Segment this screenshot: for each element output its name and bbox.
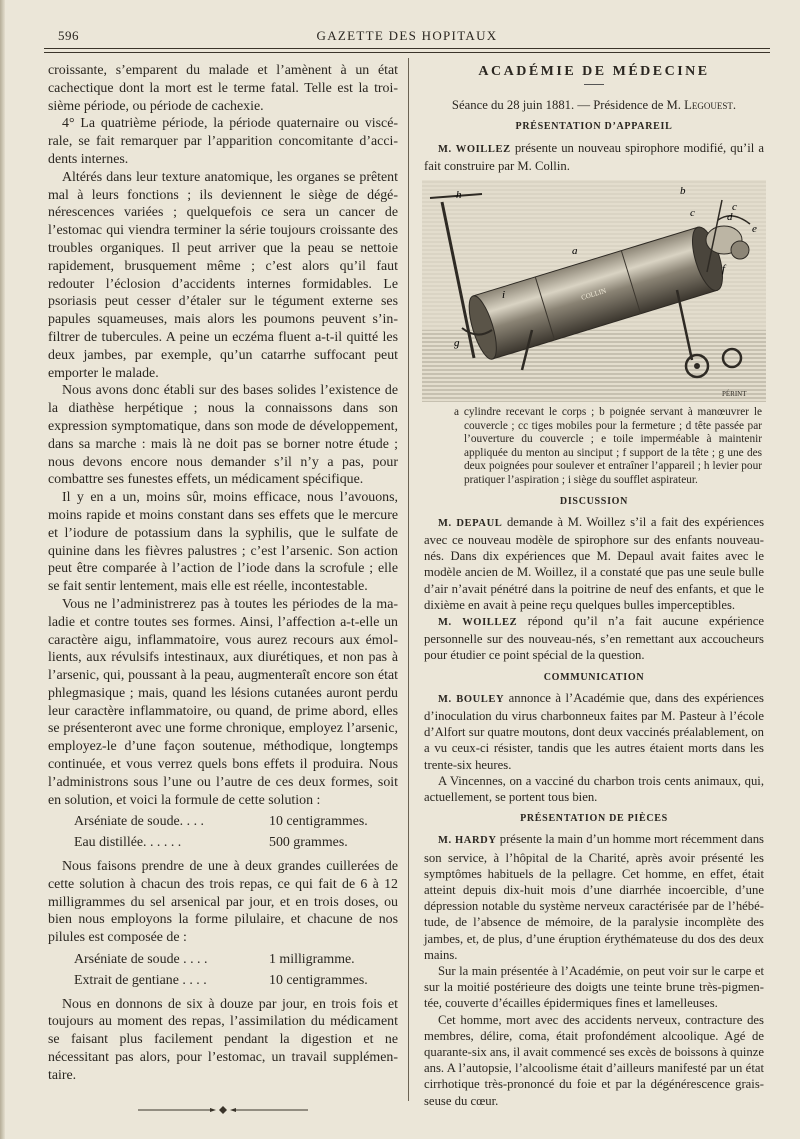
ingredient: Eau distillée. . . . . . [74,835,182,851]
paragraph: Il y en a un, moins sûr, moins efficace, nous l’avouons, moins rapide et moins constant dans ses effets que le mercure et l’iodure de potassium dans la syphilis, que le sulfate de quinine dans les fièvres palustres ; c’est l’arsenic. Son action peut être comparée à l’action de l’iode dans la scrofule ; elle se fait sentir lentement, mais elle est réelle, incontestable. [48,490,398,595]
quantity: 10 centigrammes. [269,972,368,988]
end-ornament [48,1103,398,1121]
title-rule [584,84,604,85]
paragraph [424,514,764,613]
paragraph: A Vincennes, on a vacciné du charbon trois cents animaux, qui, actuellement, se portent tous bien. [424,773,764,805]
column-divider [408,58,409,1101]
formula-solution [48,813,398,852]
speaker-name: M. WOILLEZ [438,143,511,155]
paragraph: Altérés dans leur texture anatomique, les organes se prêtent mal à leurs fonctions ; ils deviennent le siège de dégénérescences variées ; quelquefois ce sera un cancer de l’estomac qui viendra terminer la série toujours croissante des troubles organiques. Il peut arriver que la peau se nettoie rapidement, brusquement même ; c’est alors qu’il faut redouter l’éclosion d’accidents internes formidables. Le psoriasis peut cesser d’étaler sur le tégument externe ses papules squameuses, mais alors les poumons peuvent s’infiltrer de tubercules. A peine un eczéma fluent a-t-il quitté les deux jambes, par exemple, qu’un catarrhe suffocant peut emporter le malade. [48,169,398,381]
speaker-name: M. HARDY [438,835,497,847]
paragraph-text: présente un nouveau spirophore modifié, qu’il a fait construire par M. Collin. [424,140,764,173]
spirophore-figure [422,180,766,402]
figure-label: g [454,337,460,350]
paragraph: Nous en donnons de six à douze par jour, en trois fois et toujours au moment des repas, l’assimilation du médicament se faisant plus facilement pendant la digestion et ne nécessitant pas alors, pour l’estomac, un travail supplémentaire. [48,996,398,1083]
session-date: Séance du 28 juin 1881. — Présidence de M. [451,98,685,113]
journal-title: GAZETTE DES HOPITAUX [316,28,498,43]
session-line [424,97,764,113]
subsection-heading: COMMUNICATION [543,671,645,683]
paragraph-text: répond qu’il n’a fait aucune expérience personnelle sur des nouveau-nés, s’en remettant aux accoucheurs pour étudier ce point spécial de la question. [424,614,764,663]
subsection-heading: PRÉSENTATION D’APPAREIL [515,121,673,133]
quantity: 1 milligramme. [269,952,355,968]
paragraph [424,690,764,773]
president-name: Legouest [684,98,733,113]
session-end: . [732,98,737,113]
page-header [44,26,770,46]
figure-label: f [722,263,726,276]
paragraph: Vous ne l’administrerez pas à toutes les périodes de la maladie et contre toutes ses formes. Ainsi, l’affection a-t-elle un caractère aigu, inflammatoire, vous aurez recours aux émollients, aux révulsifs intestinaux, aux diurétiques, et non pas à l’arsenic, qui, poussant à la peau, augmenteraît encore son état phlegmasique ; mais, quand les lésions cutanées auront perdu leur caractère inflammatoire, ou quand, de prime abord, elles se présenteront avec une forme chronique, employez l’arsenic, employez-le d’une façon soutenue, méthodique, longtemps continuée, et vous verrez quels bons effets il produira. Nous l’administrons sous l’une ou l’autre de ces deux formes, soit en solution, et voici la formule de cette solution : [48,596,398,808]
paragraph-text: présente la main d’un homme mort récemment dans son service, à l’hôpital de la Charité, après avoir présenté les symptômes habituels de la pellagre. Cet homme, en effet, était atteint depuis dix-huit mois d’une diarrhée incoercible, d’une dépression notable du système nerveux caractérisée par de l’hébétude, de l’absence de mémoire, de la paralysie incomplète des jambes, et, de plus, d’une éruption érythémateuse du dos des deux mains. [424,832,764,962]
paragraph-text: demande à M. Woillez s’il a fait des expériences avec ce nouveau modèle de spirophore sur des enfants nouveau-nés. Dans dix expériences que M. Depaul avait faites avec le modèle ancien de M. Woillez, il a constaté que pas une seule bulle d’air n’avait pénétré dans la poitrine de neuf des enfants, et que le dixième en avait à peine reçu quelques bulles imperceptibles. [424,514,765,612]
header-rule-thin [44,52,770,53]
left-column [48,62,398,1120]
paragraph: Sur la main présentée à l’Académie, on peut voir sur le carpe et sur la moitié postérieure des doigts une teinte brune très-pigmentée, couverte d’écailles épidermiques fines et lamelleuses. [424,964,764,1011]
engraver-mark: PÉRINT [722,390,747,399]
paragraph: Nous faisons prendre de une à deux grandes cuillerées de cette solution à chacun des trois repas, ce qui fait de 6 à 12 milligrammes du sel arsenical par jour, et en trois doses, ou bien nous employons la forme pilulaire, et chacune de nos pilules est composée de : [48,859,398,946]
ingredient: Arséniate de soude. . . . [74,814,204,830]
page-number: 596 [58,28,79,43]
paragraph: croissante, s’emparent du malade et l’amènent à un état cachectique dont la mort est le terme fatal. Telle est la troisième période, ou période de cachexie. [48,63,398,114]
formula-pill [48,951,398,990]
right-column [424,62,764,1109]
formula-line [48,951,398,969]
figure-label: i [502,289,506,302]
paragraph: Cet homme, mort avec des accidents nerveux, contracture des membres, délire, coma, était profondément alcoolique. Agé de quarante-six ans, il avait commencé ses excès de boissons à quinze ans. A l’autopsie, l’alcoolisme était d’ailleurs manifesté par un état cirrhotique très-prononcé du foie et par la dégénérescence graisseuse du cœur. [424,1012,764,1108]
paragraph: 4° La quatrième période, la période quaternaire ou viscérale, se fait remarquer par l’apparition concomitante d’accidents internes. [48,116,398,167]
figure-label: c [732,201,737,214]
figure-label: c [690,207,695,220]
paragraph-text: annonce à l’Académie que, dans des expériences d’inoculation du virus charbonneux faites par M. Pasteur à l’école d’Alfort sur quatre moutons, dont deux vaccinés préalablement, on a vu ceux-ci résister, tandis que les autres étaient morts dans les trente-six heures. [424,690,764,772]
speaker-name: M. WOILLEZ [438,617,518,628]
formula-line [48,813,398,831]
subsection-heading: DISCUSSION [559,495,629,507]
paragraph: Nous avons donc établi sur des bases solides l’existence de la diathèse herpétique ; nous la connaissons dans son expression symptomatique, dans son mode de développement, dans sa marche : mais là ne doit pas se borner notre étude ; nous devons encore nous demander s’il n’y a pas, pour combattre ses funestes effets, un médicament spécifique. [48,383,398,488]
figure-caption: a cylindre recevant le corps ; b poignée servant à manœuvrer le couvercle ; cc tiges mobiles pour la fermeture ; d tête passée par l’ouverture du couvercle ; e toile imperméable à maintenir appliquée du menton au sinciput ; f support de la tête ; g une des deux poignées pour soulever et entraîner l’appareil ; h levier pour pratiquer l’aspiration ; i siège du soufflet aspirateur. [454,406,762,486]
ingredient: Extrait de gentiane . . . . [74,972,207,988]
formula-line [48,834,398,852]
paragraph [424,140,764,174]
section-title: ACADÉMIE DE MÉDECINE [478,64,710,79]
figure-label: d [727,211,733,224]
quantity: 500 grammes. [269,835,348,851]
speaker-name: M. DEPAUL [438,517,503,529]
spirophore-engraving-icon [422,180,766,402]
speaker-name: M. BOULEY [438,693,505,705]
quantity: 10 centigrammes. [269,814,368,830]
paragraph [424,613,764,664]
formula-line [48,972,398,990]
paragraph [424,831,764,963]
subsection-heading: PRÉSENTATION DE PIÈCES [520,813,668,825]
figure-label: e [752,223,757,236]
figure-label: b [680,185,686,198]
figure-label: a [572,245,578,258]
page-edge [0,0,5,1139]
figure-label: h [456,189,462,202]
maker-mark: COLLIN [580,286,608,302]
ingredient: Arséniate de soude . . . . [74,952,208,968]
header-rule [44,48,770,49]
ornament-rule-icon [138,1105,308,1115]
